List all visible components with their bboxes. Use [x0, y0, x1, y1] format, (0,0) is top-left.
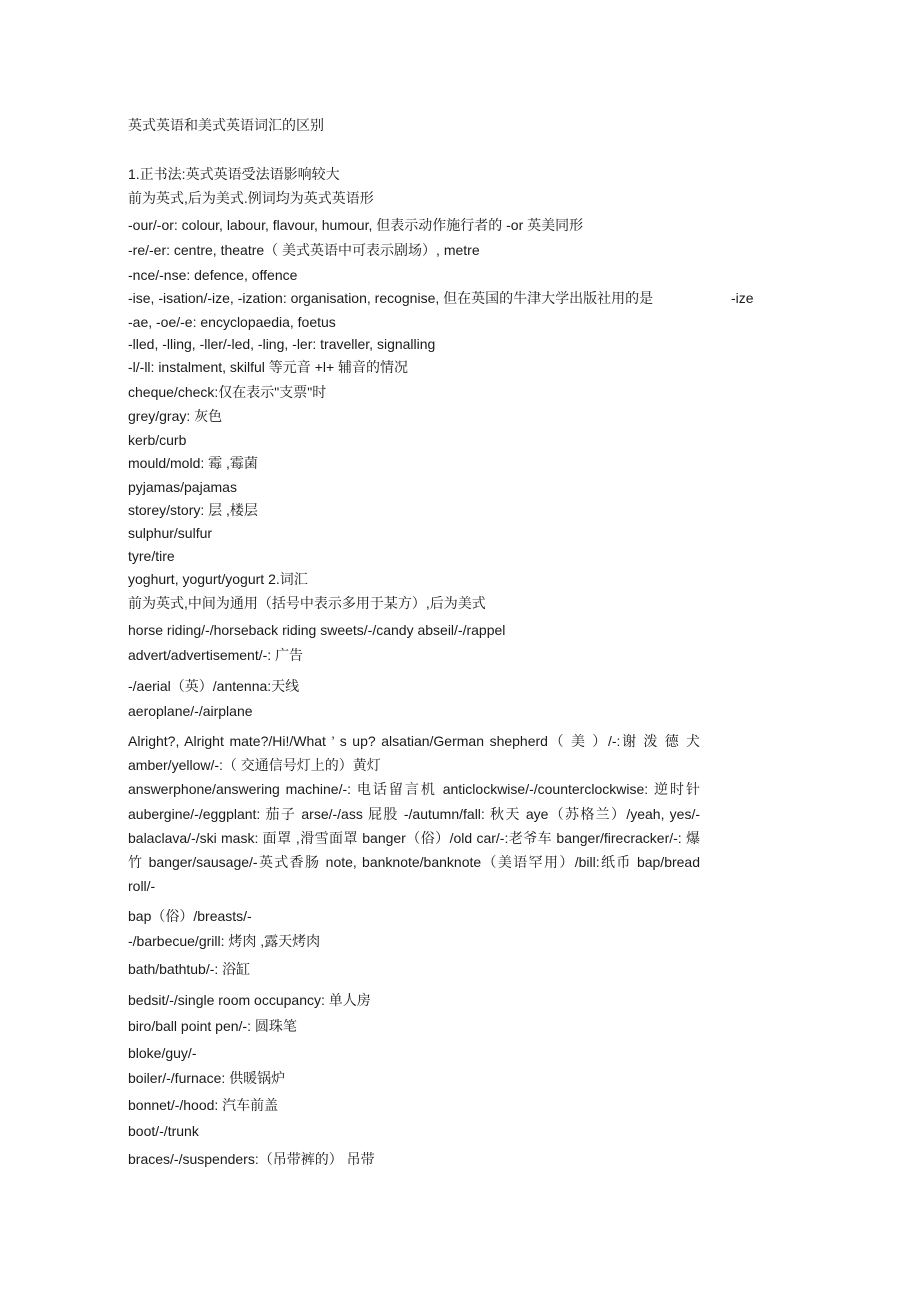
- paragraph-line: amber/yellow/-:（ 交通信号灯上的）黄灯: [128, 757, 381, 773]
- vocab-line: bonnet/-/hood: 汽车前盖: [128, 1097, 279, 1113]
- paragraph-line: 竹 banger/sausage/-英式香肠 note, banknote/banknote（美语罕用）/bill:纸币 bap/bread: [128, 854, 700, 870]
- spelling-line: -our/-or: colour, labour, flavour, humour, 但表示动作施行者的 -or 英美同形: [128, 217, 584, 233]
- vocab-line: bedsit/-/single room occupancy: 单人房: [128, 992, 371, 1008]
- spelling-line: -nce/-nse: defence, offence: [128, 267, 298, 283]
- vocab-line: -/barbecue/grill: 烤肉 ,露天烤肉: [128, 933, 321, 949]
- paragraph-line: balaclava/-/ski mask: 面罩 ,滑雪面罩 banger（俗）/old car/-:老爷车 banger/firecracker/-: 爆: [128, 830, 700, 846]
- spelling-line: yoghurt, yogurt/yogurt 2.词汇: [128, 571, 308, 587]
- spelling-line: tyre/tire: [128, 548, 175, 564]
- vocab-line: bath/bathtub/-: 浴缸: [128, 961, 251, 977]
- vocab-line: bap（俗）/breasts/-: [128, 908, 252, 924]
- spelling-line: -ise, -isation/-ize, -ization: organisation, recognise, 但在英国的牛津大学出版社用的是: [128, 290, 654, 306]
- spelling-line: -lled, -lling, -ller/-led, -ling, -ler: traveller, signalling: [128, 336, 436, 352]
- spelling-line: -re/-er: centre, theatre（ 美式英语中可表示剧场）, metre: [128, 242, 480, 258]
- spelling-line: kerb/curb: [128, 432, 187, 448]
- vocab-line: bloke/guy/-: [128, 1045, 197, 1061]
- section-note: 前为英式,后为美式.例词均为英式英语形: [128, 190, 374, 206]
- spelling-line: sulphur/sulfur: [128, 525, 213, 541]
- vocab-line: boiler/-/furnace: 供暖锅炉: [128, 1070, 286, 1086]
- vocab-line: advert/advertisement/-: 广告: [128, 647, 304, 663]
- vocab-line: -/aerial（英）/antenna:天线: [128, 678, 300, 694]
- document-title: 英式英语和美式英语词汇的区别: [128, 117, 324, 133]
- spelling-line: -ae, -oe/-e: encyclopaedia, foetus: [128, 314, 336, 330]
- vocab-line: braces/-/suspenders:（吊带裤的） 吊带: [128, 1151, 375, 1167]
- paragraph-line: Alright?, Alright mate?/Hi!/What ’ s up? alsatian/German shepherd（ 美 ）/-:谢 泼 德 犬: [128, 733, 700, 749]
- spelling-line: -l/-ll: instalment, skilful 等元音 +l+ 辅音的情况: [128, 359, 409, 375]
- spelling-line: grey/gray: 灰色: [128, 408, 223, 424]
- vocab-line: horse riding/-/horseback riding sweets/-/candy abseil/-/rappel: [128, 622, 506, 638]
- vocab-line: boot/-/trunk: [128, 1123, 199, 1139]
- spelling-line: pyjamas/pajamas: [128, 479, 237, 495]
- paragraph-line: answerphone/answering machine/-: 电话留言机 anticlockwise/-/counterclockwise: 逆时针: [128, 781, 700, 797]
- paragraph-line: aubergine/-/eggplant: 茄子 arse/-/ass 屁股 -/autumn/fall: 秋天 aye（苏格兰）/yeah, yes/-: [128, 806, 700, 822]
- section-heading: 1.正书法:英式英语受法语影响较大: [128, 166, 340, 182]
- spelling-line: storey/story: 层 ,楼层: [128, 502, 258, 518]
- spelling-line: cheque/check:仅在表示"支票"时: [128, 384, 327, 400]
- vocab-line: aeroplane/-/airplane: [128, 703, 253, 719]
- section-note: 前为英式,中间为通用（括号中表示多用于某方）,后为美式: [128, 595, 486, 611]
- spelling-line: mould/mold: 霉 ,霉菌: [128, 455, 258, 471]
- vocab-line: biro/ball point pen/-: 圆珠笔: [128, 1018, 297, 1034]
- paragraph-line: roll/-: [128, 878, 156, 894]
- ize-suffix: -ize: [731, 290, 754, 306]
